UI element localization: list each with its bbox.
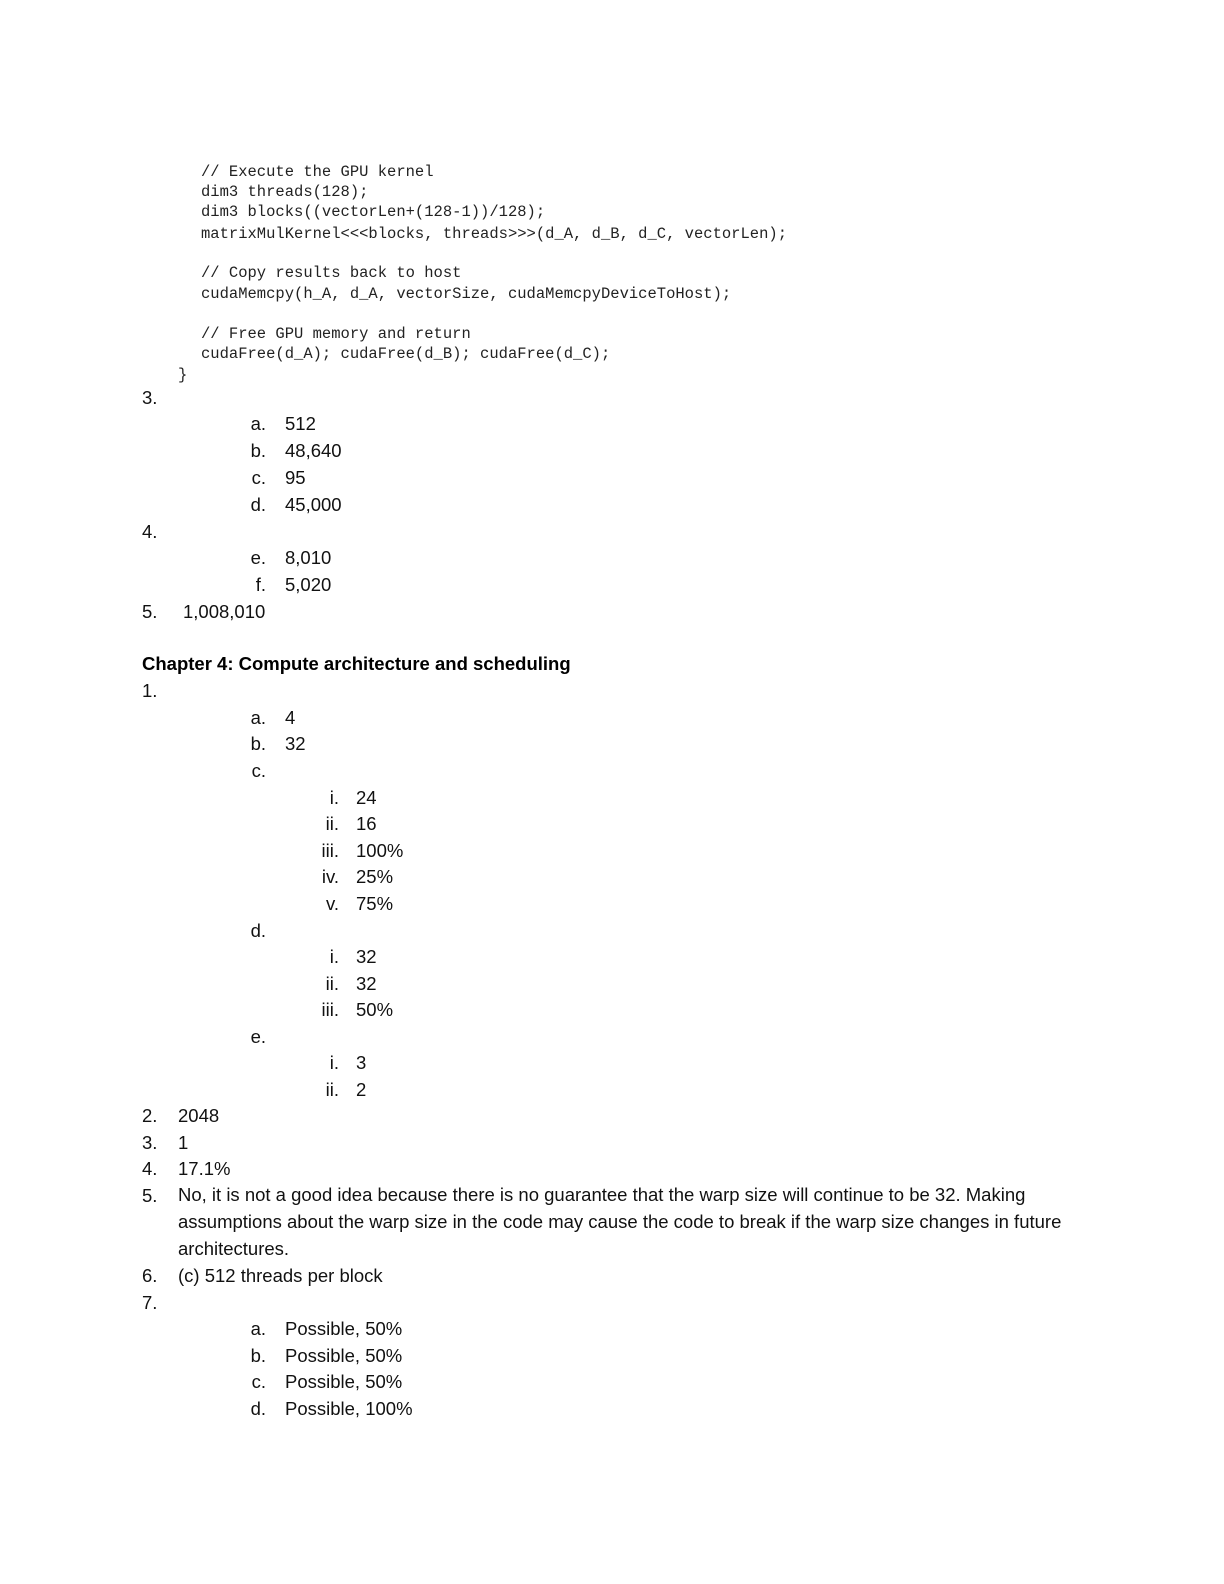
answer-value: Possible, 100% [285,1398,413,1419]
code-line: dim3 blocks((vectorLen+(128-1))/128); [201,203,546,221]
code-line: cudaMemcpy(h_A, d_A, vectorSize, cudaMemcpyDeviceToHost); [201,285,732,303]
sub-answer-value: 3 [356,1052,367,1073]
answer-paragraph: No, it is not a good idea because there is no guarantee that the warp size will continue to be 32. Making assumptions about the warp size in the code may cause the code to break if the warp size changes in future architectures. [178,1184,1062,1259]
sub-answer-label: ii. [325,973,339,994]
sub-answer-value: 32 [356,946,377,967]
sub-answer-value: 75% [356,893,394,914]
answer-value: 1 [178,1132,189,1153]
answer-label: c. [251,760,266,781]
sub-answer-label: i. [329,787,339,808]
question-number: 4. [142,1158,158,1179]
sub-answer-label: i. [329,946,339,967]
answer-value: 4 [285,707,296,728]
sub-answer-value: 24 [356,787,377,808]
sub-answer-value: 32 [356,973,377,994]
question-number: 6. [142,1265,158,1286]
code-line: // Copy results back to host [201,264,462,282]
answer-label: b. [250,440,266,461]
answer-value: 2048 [178,1105,220,1126]
answer-label: d. [250,494,266,515]
sub-answer-label: iv. [321,866,339,887]
answer-value: 95 [285,467,306,488]
answer-value: (c) 512 threads per block [178,1265,383,1286]
answer-value: Possible, 50% [285,1371,403,1392]
answer-label: d. [250,1398,266,1419]
code-line: dim3 threads(128); [201,183,369,201]
sub-answer-value: 100% [356,840,404,861]
answer-label: e. [250,1026,266,1047]
answer-label: a. [250,413,266,434]
sub-answer-value: 2 [356,1079,367,1100]
answer-label: c. [251,1371,266,1392]
sub-answer-label: i. [329,1052,339,1073]
code-line: } [178,366,188,384]
sub-answer-label: iii. [321,840,339,861]
answer-value: 32 [285,733,306,754]
answer-label: a. [250,1318,266,1339]
sub-answer-value: 25% [356,866,394,887]
code-line: // Free GPU memory and return [201,325,471,343]
question-number: 7. [142,1292,158,1313]
answer-label: f. [255,574,266,595]
answer-value: 8,010 [285,547,332,568]
question-number: 1. [142,680,158,701]
question-number: 4. [142,521,158,542]
question-number: 2. [142,1105,158,1126]
answer-label: b. [250,733,266,754]
answer-value: 1,008,010 [183,601,266,622]
question-number: 3. [142,1132,158,1153]
answer-label: c. [251,467,266,488]
sub-answer-value: 50% [356,999,394,1020]
sub-answer-label: iii. [321,999,339,1020]
answer-label: b. [250,1345,266,1366]
sub-answer-label: ii. [325,1079,339,1100]
sub-answer-value: 16 [356,813,377,834]
chapter-heading: Chapter 4: Compute architecture and scheduling [142,653,571,674]
answer-label: e. [250,547,266,568]
question-number: 5. [142,601,158,622]
code-line: // Execute the GPU kernel [201,163,434,181]
code-line: cudaFree(d_A); cudaFree(d_B); cudaFree(d_C); [201,345,611,363]
answer-value: 48,640 [285,440,342,461]
question-number: 3. [142,387,158,408]
sub-answer-label: ii. [325,813,339,834]
answer-value: Possible, 50% [285,1318,403,1339]
answer-value: 45,000 [285,494,342,515]
sub-answer-label: v. [325,893,339,914]
question-number: 5. [142,1185,158,1206]
answer-value: 17.1% [178,1158,231,1179]
answer-value: 512 [285,413,316,434]
code-line: matrixMulKernel<<<blocks, threads>>>(d_A, d_B, d_C, vectorLen); [201,225,787,243]
answer-value: Possible, 50% [285,1345,403,1366]
answer-label: a. [250,707,266,728]
answer-label: d. [250,920,266,941]
answer-value: 5,020 [285,574,332,595]
